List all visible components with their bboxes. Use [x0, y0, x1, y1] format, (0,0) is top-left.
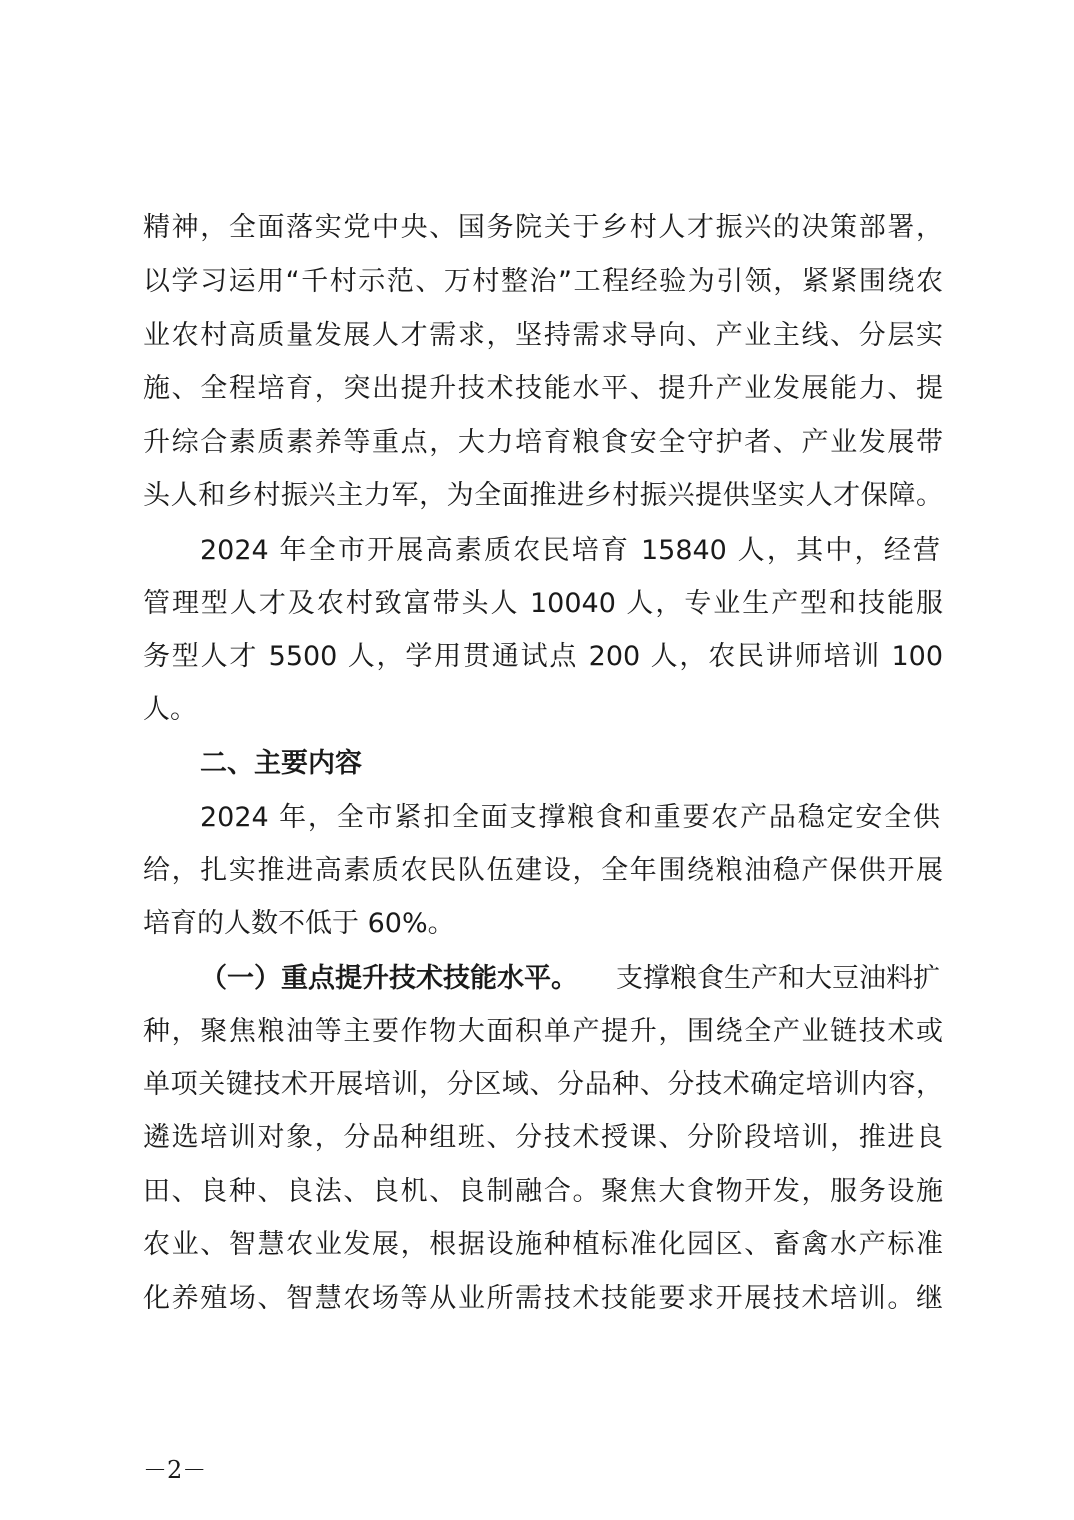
paragraph-line: 种，聚焦粮油等主要作物大面积单产提升，围绕全产业链技术或	[143, 1016, 943, 1047]
page-number: －2－	[143, 1456, 207, 1484]
paragraph-line: 以学习运用“千村示范、万村整治”工程经验为引领，紧紧围绕农	[143, 266, 943, 297]
paragraph-line: 2024 年，全市紧扣全面支撑粮食和重要农产品稳定安全供	[200, 802, 940, 833]
section-heading: 二、主要内容	[200, 748, 362, 779]
paragraph-line: 给，扎实推进高素质农民队伍建设，全年围绕粮油稳产保供开展	[143, 855, 943, 886]
paragraph-lead-line	[200, 965, 940, 992]
paragraph-line: 业农村高质量发展人才需求，坚持需求导向、产业主线、分层实	[143, 320, 943, 351]
paragraph-line: 头人和乡村振兴主力军，为全面推进乡村振兴提供坚实人才保障。	[143, 480, 943, 511]
paragraph-line: 化养殖场、智慧农场等从业所需技术技能要求开展技术培训。继	[143, 1283, 943, 1314]
paragraph-line: 单项关键技术开展培训，分区域、分品种、分技术确定培训内容，	[143, 1069, 943, 1100]
paragraph-line: 培育的人数不低于 60%。	[143, 908, 455, 939]
subsection-heading: （一）重点提升技术技能水平。	[200, 963, 578, 994]
paragraph-line: 人。	[143, 694, 197, 725]
paragraph-line: 务型人才 5500 人，学用贯通试点 200 人，农民讲师培训 100	[143, 641, 943, 672]
paragraph-line: 施、全程培育，突出提升技术技能水平、提升产业发展能力、提	[143, 373, 943, 404]
paragraph-text: 支撑粮食生产和大豆油料扩	[616, 963, 940, 994]
paragraph-line: 管理型人才及农村致富带头人 10040 人，专业生产型和技能服	[143, 588, 943, 619]
paragraph-line: 升综合素质素养等重点，大力培育粮食安全守护者、产业发展带	[143, 427, 943, 458]
paragraph-line: 2024 年全市开展高素质农民培育 15840 人，其中，经营	[200, 535, 940, 566]
paragraph-line: 精神，全面落实党中央、国务院关于乡村人才振兴的决策部署，	[143, 212, 943, 243]
paragraph-line: 农业、智慧农业发展，根据设施种植标准化园区、畜禽水产标准	[143, 1229, 943, 1260]
paragraph-line: 田、良种、良法、良机、良制融合。聚焦大食物开发，服务设施	[143, 1176, 943, 1207]
paragraph-line: 遴选培训对象，分品种组班、分技术授课、分阶段培训，推进良	[143, 1122, 943, 1153]
